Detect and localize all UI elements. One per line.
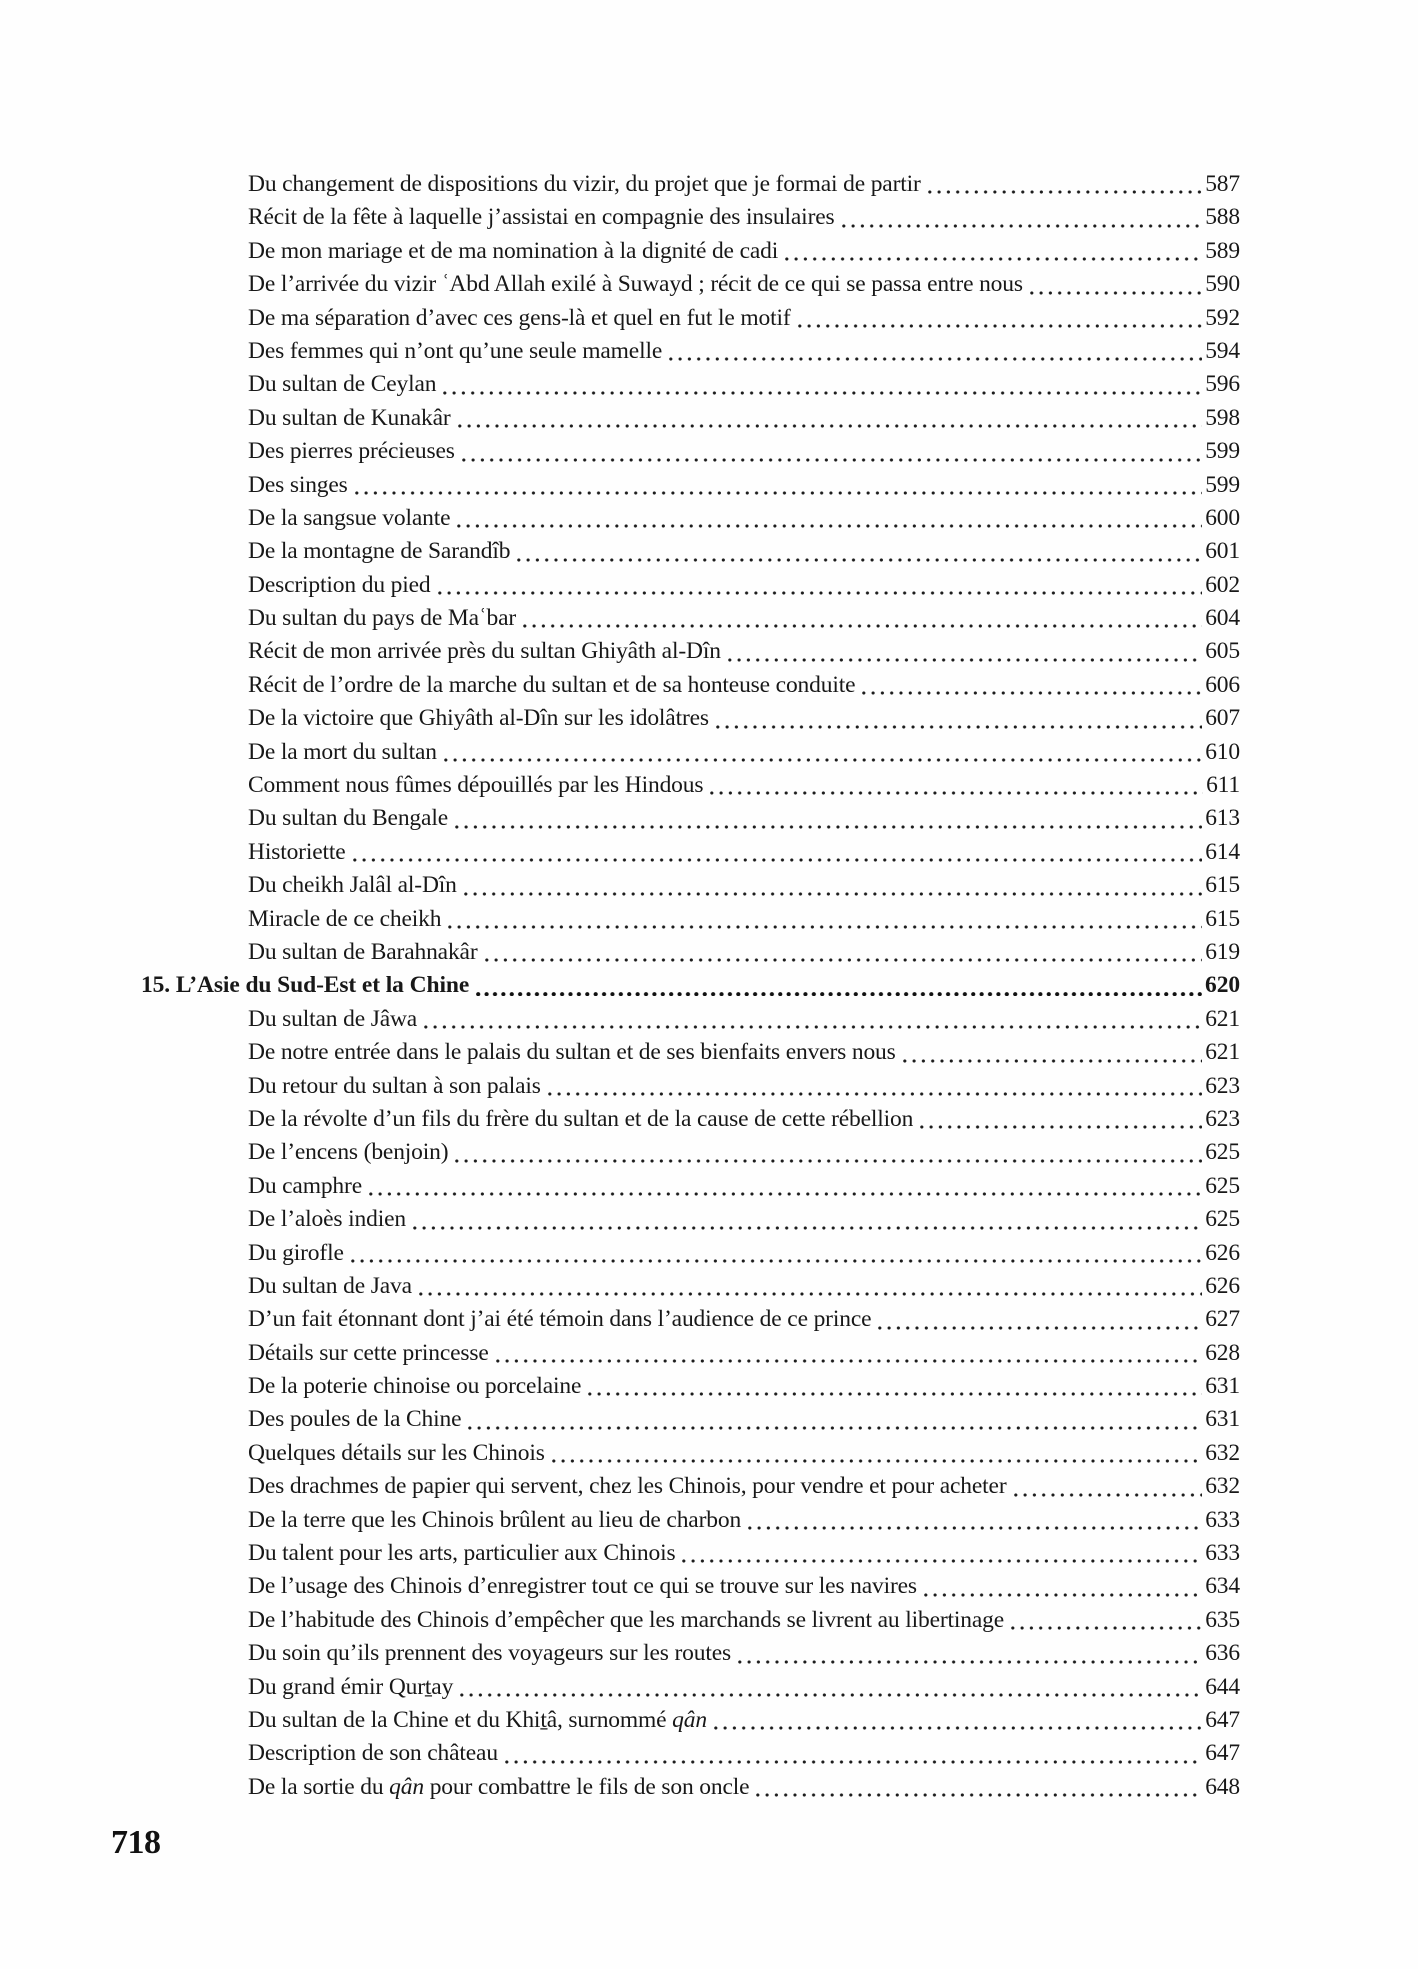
leader-dots <box>901 1036 1204 1069</box>
toc-entry-row <box>141 502 1240 535</box>
toc-entry-title: Historiette <box>248 838 346 865</box>
toc-entry-row <box>141 569 1240 602</box>
toc-entry-page-number: 626 <box>1205 1239 1240 1266</box>
toc-entry-page-number: 590 <box>1205 271 1240 298</box>
toc-entry-row <box>141 1270 1240 1303</box>
toc-entry-title: Du sultan de Kunakâr <box>248 404 451 431</box>
toc-entry-row <box>141 1070 1240 1103</box>
toc-entry-page-number: 589 <box>1205 237 1240 264</box>
toc-entry-page-number: 621 <box>1205 1039 1240 1066</box>
toc-entry-page-number: 611 <box>1206 772 1240 799</box>
toc-entry-page-number: 601 <box>1205 538 1240 565</box>
leader-dots <box>441 368 1203 401</box>
leader-dots <box>926 168 1203 201</box>
leader-dots <box>1009 1604 1203 1637</box>
toc-entry-title: Récit de la fête à laquelle j’assistai en compagnie des insulaires <box>248 204 835 231</box>
toc-entry-page-number: 599 <box>1205 471 1240 498</box>
leader-dots <box>453 1136 1203 1169</box>
toc-entry-title: Détails sur cette princesse <box>248 1339 489 1366</box>
toc-entry-page-number: 604 <box>1205 605 1240 632</box>
toc-entry-page-number: 633 <box>1205 1506 1240 1533</box>
leader-dots <box>746 1504 1203 1537</box>
leader-dots <box>456 402 1204 435</box>
toc-entry-page-number: 600 <box>1205 504 1240 531</box>
toc-entry-row <box>141 769 1240 802</box>
toc-entry-title: Du changement de dispositions du vizir, du projet que je formai de partir <box>248 171 921 197</box>
toc-entry-row <box>141 1170 1240 1203</box>
toc-entry-row <box>141 302 1240 335</box>
toc-entry-page-number: 625 <box>1205 1139 1240 1166</box>
toc-entry-title: Du sultan de Barahnakâr <box>248 938 478 965</box>
leader-dots <box>349 1237 1203 1270</box>
leader-dots <box>446 903 1203 936</box>
toc-entry-page-number: 592 <box>1205 304 1240 331</box>
toc-entry-page-number: 647 <box>1205 1706 1240 1733</box>
toc-entry-page-number: 621 <box>1205 1005 1240 1032</box>
toc-entry-title: Du grand émir Qurṯay <box>248 1673 454 1700</box>
toc-entry-row <box>141 635 1240 668</box>
toc-entry-row <box>141 1003 1240 1036</box>
toc-entry-row <box>141 1437 1240 1470</box>
toc-entry-title: Miracle de ce cheikh <box>248 905 442 932</box>
toc-entry-title: Du cheikh Jalâl al-Dîn <box>248 872 457 899</box>
leader-dots <box>503 1737 1203 1770</box>
toc-entry-row <box>141 1671 1240 1704</box>
leader-dots <box>453 802 1203 835</box>
toc-entry-title: Du camphre <box>248 1172 362 1199</box>
toc-entry-title: De l’aloès indien <box>248 1206 406 1233</box>
toc-entry-title: Des singes <box>248 471 348 498</box>
toc-entry-page-number: 623 <box>1205 1072 1240 1099</box>
leader-dots <box>515 535 1203 568</box>
toc-entry-page-number: 602 <box>1205 571 1240 598</box>
toc-entry-title: D’un fait étonnant dont j’ai été témoin dans l’audience de ce prince <box>248 1306 872 1333</box>
leader-dots <box>876 1303 1203 1336</box>
leader-dots <box>918 1103 1203 1136</box>
toc-entry-page-number: 605 <box>1205 638 1240 665</box>
toc-entry-page-number: 644 <box>1205 1673 1240 1700</box>
leader-dots <box>922 1570 1203 1603</box>
toc-entry-row <box>141 1136 1240 1169</box>
toc-entry-row <box>141 903 1240 936</box>
toc-entry-title: Récit de l’ordre de la marche du sultan et de sa honteuse conduite <box>248 671 856 698</box>
leader-dots <box>736 1637 1203 1670</box>
toc-entry-row <box>141 335 1240 368</box>
toc-entry-page-number: 636 <box>1205 1640 1240 1667</box>
toc-entry-page-number: 633 <box>1205 1540 1240 1567</box>
leader-dots <box>494 1337 1204 1370</box>
toc-entry-title: De l’encens (benjoin) <box>248 1139 449 1166</box>
leader-dots <box>367 1170 1203 1203</box>
toc-entry-page-number: 599 <box>1205 438 1240 465</box>
toc-entry-title: Du soin qu’ils prennent des voyageurs sur les routes <box>248 1640 732 1667</box>
leader-dots <box>1028 268 1203 301</box>
leader-dots <box>417 1270 1203 1303</box>
toc-entry-title: Du talent pour les arts, particulier aux Chinois <box>248 1540 676 1567</box>
leader-dots <box>521 602 1203 635</box>
toc-entry-title: Du sultan du Bengale <box>248 805 448 832</box>
toc-entry-title: De la montagne de Sarandîb <box>248 538 511 565</box>
toc-entry-title: Description du pied <box>248 571 431 598</box>
page-number-folio: 718 <box>111 1824 161 1861</box>
toc-entry-row <box>141 1570 1240 1603</box>
toc-entry-page-number: 615 <box>1205 905 1240 932</box>
toc-entry-page-number: 627 <box>1205 1306 1240 1333</box>
toc-entry-row <box>141 1737 1240 1770</box>
leader-dots <box>667 335 1203 368</box>
toc-entry-row <box>141 1470 1240 1503</box>
toc-entry-title: Du sultan de la Chine et du Khiṯâ, surnommé qân <box>248 1706 707 1733</box>
toc-entry-page-number: 648 <box>1205 1773 1240 1800</box>
table-of-contents <box>141 168 1240 1804</box>
leader-dots <box>411 1203 1203 1236</box>
leader-dots <box>466 1403 1203 1436</box>
toc-entry-row <box>141 1237 1240 1270</box>
toc-entry-title: De mon mariage et de ma nomination à la dignité de cadi <box>248 237 779 264</box>
toc-entry-title: De ma séparation d’avec ces gens-là et quel en fut le motif <box>248 304 791 331</box>
leader-dots <box>483 936 1204 969</box>
toc-entry-page-number: 628 <box>1205 1339 1240 1366</box>
leader-dots <box>783 235 1203 268</box>
toc-entry-row <box>141 235 1240 268</box>
toc-entry-title: Des pierres précieuses <box>248 438 455 465</box>
toc-entry-title: De la terre que les Chinois brûlent au lieu de charbon <box>248 1506 742 1533</box>
toc-entry-row <box>141 268 1240 301</box>
toc-entry-page-number: 588 <box>1205 204 1240 231</box>
leader-dots <box>462 869 1203 902</box>
toc-entry-title: De l’habitude des Chinois d’empêcher que les marchands se livrent au libertinage <box>248 1606 1005 1633</box>
toc-entry-row <box>141 669 1240 702</box>
toc-entry-page-number: 598 <box>1205 404 1240 431</box>
toc-entry-row <box>141 168 1240 201</box>
toc-entry-title: De la sortie du qân pour combattre le fils de son oncle <box>248 1773 750 1800</box>
toc-entry-page-number: 625 <box>1205 1206 1240 1233</box>
leader-dots <box>1012 1470 1204 1503</box>
leader-dots <box>546 1070 1203 1103</box>
toc-entry-row <box>141 402 1240 435</box>
leader-dots <box>442 736 1203 769</box>
toc-entry-row <box>141 869 1240 902</box>
leader-dots <box>351 836 1204 869</box>
toc-entry-page-number: 606 <box>1205 671 1240 698</box>
toc-entry-title: Du retour du sultan à son palais <box>248 1072 541 1099</box>
leader-dots <box>754 1771 1203 1804</box>
toc-entry-page-number: 619 <box>1205 938 1240 965</box>
toc-entry-row <box>141 1303 1240 1336</box>
toc-entry-row <box>141 1103 1240 1136</box>
toc-entry-row <box>141 1036 1240 1069</box>
leader-dots <box>550 1437 1203 1470</box>
toc-entry-page-number: 610 <box>1205 738 1240 765</box>
toc-entry-row <box>141 1504 1240 1537</box>
toc-entry-title: 15. L’Asie du Sud-Est et la Chine <box>141 972 470 999</box>
toc-entry-page-number: 631 <box>1205 1406 1240 1433</box>
toc-entry-page-number: 587 <box>1205 171 1240 197</box>
toc-entry-title: Du sultan du pays de Maʿbar <box>248 605 517 632</box>
toc-entry-page-number: 613 <box>1205 805 1240 832</box>
toc-entry-title: Quelques détails sur les Chinois <box>248 1439 545 1466</box>
toc-entry-row <box>141 469 1240 502</box>
toc-entry-page-number: 594 <box>1205 337 1240 364</box>
toc-entry-page-number: 647 <box>1205 1740 1240 1767</box>
toc-entry-row <box>141 1537 1240 1570</box>
toc-entry-title: Du sultan de Jâwa <box>248 1005 418 1032</box>
toc-entry-row <box>141 1637 1240 1670</box>
leader-dots <box>460 435 1203 468</box>
toc-entry-row <box>141 1337 1240 1370</box>
toc-entry-title: De la victoire que Ghiyâth al-Dîn sur les idolâtres <box>248 705 709 732</box>
toc-entry-row <box>141 1403 1240 1436</box>
toc-entry-title: Comment nous fûmes dépouillés par les Hindous <box>248 772 704 799</box>
toc-entry-row <box>141 702 1240 735</box>
leader-dots <box>708 769 1204 802</box>
toc-entry-page-number: 620 <box>1205 972 1240 999</box>
leader-dots <box>436 569 1204 602</box>
toc-entry-row <box>141 602 1240 635</box>
toc-entry-title: Du girofle <box>248 1239 344 1266</box>
toc-entry-row <box>141 1771 1240 1804</box>
toc-entry-row <box>141 368 1240 401</box>
toc-entry-page-number: 614 <box>1205 838 1240 865</box>
toc-entry-page-number: 635 <box>1205 1606 1240 1633</box>
toc-entry-title: De notre entrée dans le palais du sultan et de ses bienfaits envers nous <box>248 1039 896 1066</box>
toc-entry-page-number: 631 <box>1205 1373 1240 1400</box>
leader-dots <box>353 469 1204 502</box>
leader-dots <box>422 1003 1203 1036</box>
leader-dots <box>796 302 1204 335</box>
toc-entry-title: De l’arrivée du vizir ʿAbd Allah exilé à Suwayd ; récit de ce qui se passa entre nous <box>248 271 1023 298</box>
toc-entry-page-number: 607 <box>1205 705 1240 732</box>
leader-dots <box>458 1671 1203 1704</box>
toc-entry-row <box>141 1370 1240 1403</box>
leader-dots <box>726 635 1203 668</box>
toc-entry-title: De la sangsue volante <box>248 504 451 531</box>
toc-entry-page-number: 596 <box>1205 371 1240 398</box>
toc-entry-page-number: 625 <box>1205 1172 1240 1199</box>
toc-entry-page-number: 632 <box>1205 1473 1240 1500</box>
toc-entry-page-number: 626 <box>1205 1272 1240 1299</box>
toc-entry-row <box>141 1203 1240 1236</box>
leader-dots <box>714 702 1203 735</box>
toc-entry-row <box>141 1704 1240 1737</box>
toc-chapter-row <box>141 969 1240 1002</box>
toc-entry-title: De la poterie chinoise ou porcelaine <box>248 1373 582 1400</box>
toc-entry-row <box>141 201 1240 234</box>
toc-entry-row <box>141 1604 1240 1637</box>
toc-entry-row <box>141 535 1240 568</box>
leader-dots <box>840 201 1204 234</box>
toc-entry-row <box>141 802 1240 835</box>
toc-entry-title: Description de son château <box>248 1740 498 1767</box>
toc-entry-row <box>141 836 1240 869</box>
leader-dots <box>712 1704 1203 1737</box>
toc-entry-title: De l’usage des Chinois d’enregistrer tout ce qui se trouve sur les navires <box>248 1573 917 1600</box>
leader-dots <box>586 1370 1203 1403</box>
toc-entry-page-number: 623 <box>1205 1105 1240 1132</box>
toc-entry-page-number: 632 <box>1205 1439 1240 1466</box>
toc-entry-title: Des femmes qui n’ont qu’une seule mamelle <box>248 337 663 364</box>
toc-entry-title: Des drachmes de papier qui servent, chez les Chinois, pour vendre et pour acheter <box>248 1473 1007 1500</box>
leader-dots <box>860 669 1203 702</box>
leader-dots <box>680 1537 1203 1570</box>
toc-entry-row <box>141 736 1240 769</box>
toc-entry-title: Du sultan de Java <box>248 1272 412 1299</box>
leader-dots <box>455 502 1203 535</box>
toc-entry-title: Récit de mon arrivée près du sultan Ghiyâth al-Dîn <box>248 638 721 665</box>
toc-entry-title: Du sultan de Ceylan <box>248 371 437 398</box>
toc-entry-title: De la révolte d’un fils du frère du sultan et de la cause de cette rébellion <box>248 1105 914 1132</box>
toc-entry-row <box>141 435 1240 468</box>
leader-dots <box>474 969 1203 1002</box>
toc-entry-page-number: 615 <box>1205 872 1240 899</box>
toc-entry-page-number: 634 <box>1205 1573 1240 1600</box>
toc-entry-row <box>141 936 1240 969</box>
toc-entry-title: Des poules de la Chine <box>248 1406 462 1433</box>
toc-entry-title: De la mort du sultan <box>248 738 437 765</box>
